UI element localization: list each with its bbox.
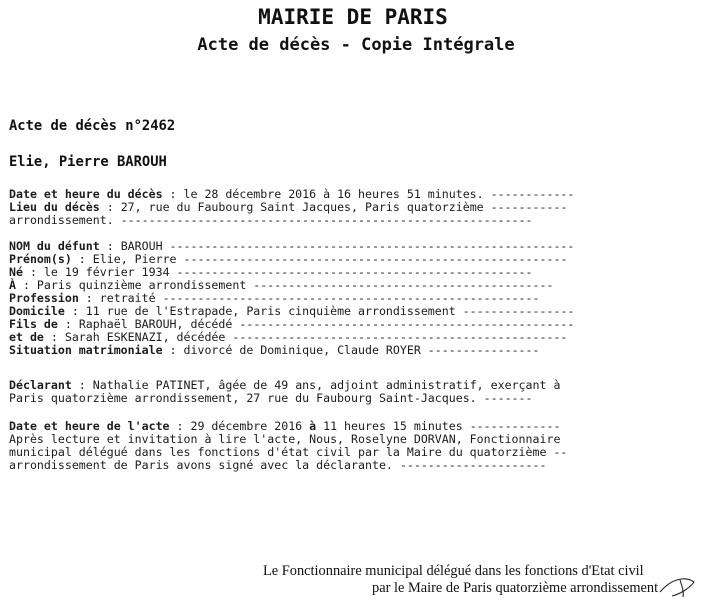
acte-line-2: Après lecture et invitation à lire l'acte, Nous, Roselyne DORVAN, Fonctionnaire [9, 432, 561, 446]
declarant-label: Déclarant [9, 378, 72, 392]
nom-label: NOM du défunt [9, 239, 100, 253]
acte-line-4: arrondissement de Paris avons signé avec la déclarante. --------------------- [9, 458, 547, 472]
domicile-value: : 11 rue de l'Estrapade, Paris cinquième arrondissement ---------------- [64, 304, 575, 318]
profession-value: : retraité ------------------------------------------------------ [78, 291, 540, 305]
death-place-label: Lieu du décès [9, 200, 100, 214]
death-date-line [9, 188, 574, 201]
prenoms-line [9, 253, 567, 266]
a-label: À [9, 278, 16, 292]
profession-line [9, 292, 540, 305]
situation-line [9, 344, 539, 357]
domicile-line [9, 305, 574, 318]
acte-line-3: municipal délégué dans les fonctions d'état civil par la Maire du quatorzième -- [9, 445, 568, 459]
declarant-value: : Nathalie PATINET, âgée de 49 ans, adjoint administratif, exerçant à [71, 378, 561, 392]
death-place-line [9, 201, 567, 214]
situation-label: Situation matrimoniale [9, 343, 163, 357]
a-line [9, 279, 553, 292]
acte-date-value: : 29 décembre 2016 [169, 419, 310, 433]
acte-a-word: à [309, 419, 317, 433]
death-place-continued: arrondissement. ----------------------------------------------------------- [9, 213, 533, 227]
handwritten-signature-mark [650, 574, 700, 598]
death-date-label: Date et heure du décès [9, 187, 163, 201]
etde-label: et de [9, 330, 44, 344]
document-subtitle: Acte de décès - Copie Intégrale [197, 35, 515, 55]
acte-time-value: 11 heures 15 minutes ------------- [316, 419, 561, 433]
acte-line-1 [9, 420, 560, 433]
nom-line [9, 240, 574, 253]
signature-line-1: Le Fonctionnaire municipal délégué dans les fonctions d'Etat civil [263, 563, 644, 579]
a-value: : Paris quinzième arrondissement ------------------------------------------- [15, 278, 554, 292]
signature-line-2: par le Maire de Paris quatorzième arrondissement [372, 580, 659, 596]
ne-label: Né [9, 265, 23, 279]
document-title: MAIRIE DE PARIS [258, 5, 448, 29]
fils-value: : Raphaël BAROUH, décédé ------------------------------------------------ [57, 317, 575, 331]
deceased-name: Elie, Pierre BAROUH [9, 154, 167, 170]
etde-line [9, 331, 567, 344]
situation-value: : divorcé de Dominique, Claude ROYER ---------------- [162, 343, 540, 357]
death-date-value: : le 28 décembre 2016 à 16 heures 51 minutes. ------------ [162, 187, 575, 201]
fils-label: Fils de [9, 317, 58, 331]
domicile-label: Domicile [9, 304, 65, 318]
declarant-line-2: Paris quatorzième arrondissement, 27 rue du Faubourg Saint-Jacques. ------- [9, 391, 533, 405]
nom-value: : BAROUH ---------------------------------------------------------- [99, 239, 575, 253]
prenoms-label: Prénom(s) [9, 252, 72, 266]
etde-value: : Sarah ESKENAZI, décédée ------------------------------------------------ [43, 330, 568, 344]
acte-label: Date et heure de l'acte [9, 419, 170, 433]
fils-line [9, 318, 574, 331]
prenoms-value: : Elie, Pierre ------------------------------------------------------- [71, 252, 568, 266]
declarant-line-1 [9, 379, 560, 392]
ne-value: : le 19 février 1934 --------------------------------------------------- [22, 265, 533, 279]
death-place-value: : 27, rue du Faubourg Saint Jacques, Paris quatorzième ----------- [99, 200, 568, 214]
ne-line [9, 266, 533, 279]
profession-label: Profession [9, 291, 79, 305]
act-number: Acte de décès n°2462 [9, 118, 176, 134]
